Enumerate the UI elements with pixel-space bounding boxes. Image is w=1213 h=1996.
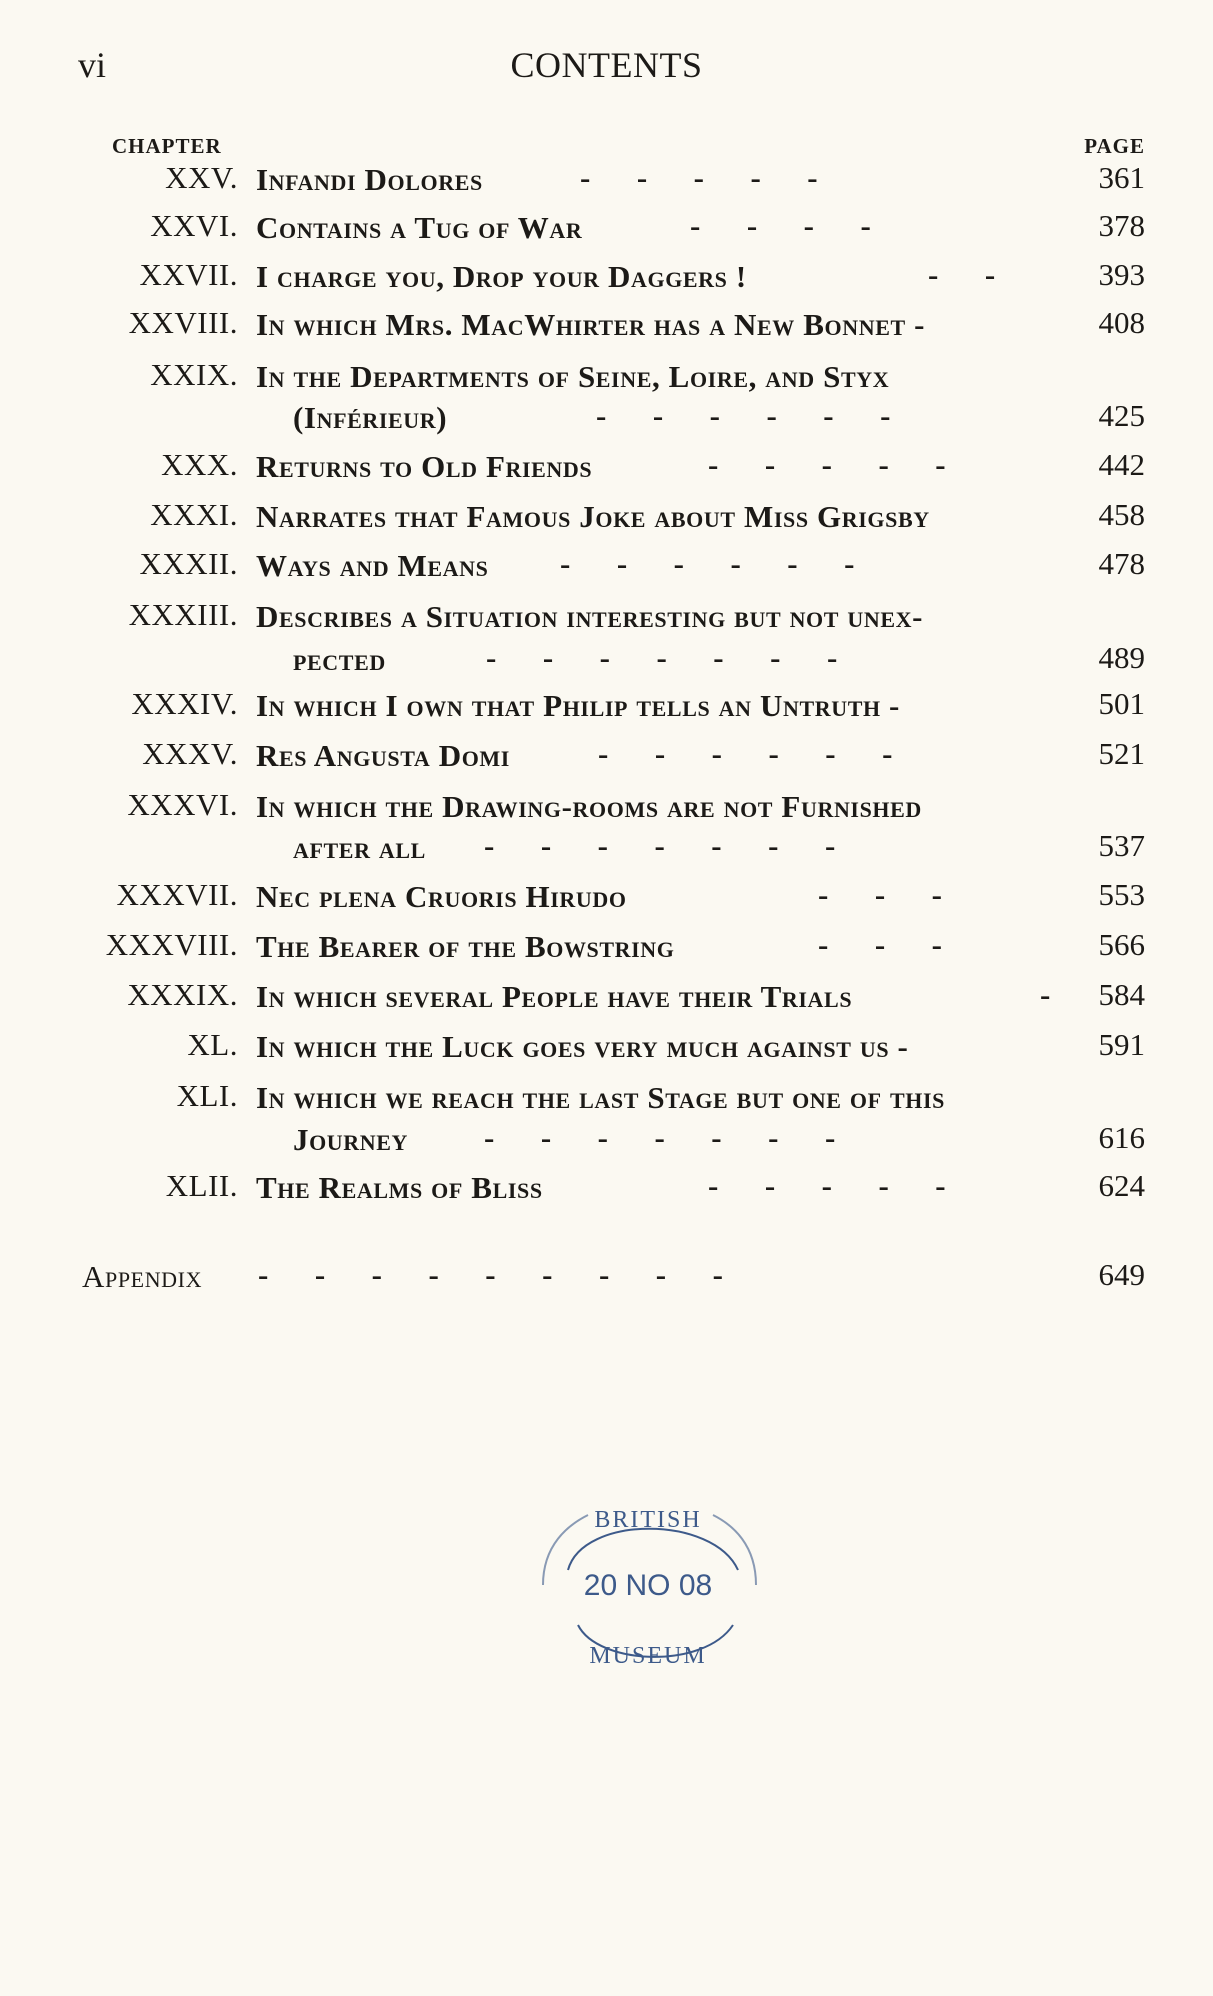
chapter-title: In which we reach the last Stage but one of this [256, 1080, 945, 1115]
chapter-page: 478 [1098, 546, 1145, 581]
chapter-number: XXIX. [150, 357, 238, 392]
chapter-title: Nec plena Cruoris Hirudo [256, 879, 627, 914]
toc-entry [0, 597, 1213, 643]
chapter-title: In the Departments of Seine, Loire, and Styx [256, 359, 890, 394]
chapter-title: I charge you, Drop your Daggers ! [256, 259, 747, 294]
chapter-title: Ways and Means [256, 548, 489, 583]
appendix-label: Appendix [82, 1259, 203, 1294]
chapter-title: The Realms of Bliss [256, 1170, 543, 1205]
chapter-number: XXVII. [139, 257, 238, 292]
chapter-title: In which the Drawing-rooms are not Furnished [256, 789, 922, 824]
chapter-page: 458 [1098, 497, 1145, 532]
chapter-number: XXV. [165, 160, 238, 195]
chapter-title-continued: after all [293, 830, 426, 865]
chapter-title: In which several People have their Trials [256, 979, 853, 1014]
toc-entry-continuation: Journey - - - - - - - 616 [293, 1120, 1145, 1157]
chapter-page: 624 [1098, 1168, 1145, 1203]
stamp-date: 20 NO 08 [583, 1569, 713, 1602]
chapter-number: XXXV. [142, 736, 238, 771]
toc-entry: XXV. Infandi Dolores - - - - - 361 [165, 160, 1145, 197]
chapter-number: XLI. [176, 1078, 238, 1113]
chapter-page: 591 [1098, 1027, 1145, 1062]
chapter-page: 566 [1098, 927, 1145, 962]
toc-entry: XXVI. Contains a Tug of War - - - - 378 [150, 208, 1145, 245]
toc-entry: XXXVII. Nec plena Cruoris Hirudo - - - 553 [116, 877, 1145, 914]
toc-entry-continuation: (Inférieur) - - - - - - 425 [293, 398, 1145, 435]
chapter-title: In which the Luck goes very much against us - [256, 1029, 909, 1064]
toc-entry: XXVII. I charge you, Drop your Daggers ! - - 393 [139, 257, 1145, 294]
chapter-number: XXX. [161, 447, 238, 482]
chapter-page: 501 [1098, 686, 1145, 721]
chapter-page: 553 [1098, 877, 1145, 912]
chapter-title-continued: (Inférieur) [293, 400, 448, 435]
toc-entry [0, 1078, 1213, 1124]
toc-entry [0, 497, 1213, 543]
chapter-title: Res Angusta Domi [256, 738, 510, 773]
chapter-number: XLII. [165, 1168, 238, 1203]
chapter-page: 425 [1098, 398, 1145, 433]
chapter-page: 584 [1098, 977, 1145, 1012]
toc-entry [0, 305, 1213, 351]
toc-entry [0, 1027, 1213, 1073]
chapter-title: The Bearer of the Bowstring [256, 929, 675, 964]
chapter-page: 537 [1098, 828, 1145, 863]
toc-entry [0, 357, 1213, 403]
toc-entry-continuation: after all - - - - - - - 537 [293, 828, 1145, 865]
chapter-number: XXXII. [139, 546, 238, 581]
chapter-page: 378 [1098, 208, 1145, 243]
chapter-number: XXVIII. [128, 305, 238, 340]
page-column-label: PAGE [1084, 134, 1145, 158]
chapter-page: 361 [1098, 160, 1145, 195]
chapter-number: XXXIV. [131, 686, 238, 721]
chapter-number: XXXIX. [127, 977, 238, 1012]
chapter-title: Returns to Old Friends [256, 449, 593, 484]
page-number: vi [78, 45, 107, 85]
chapter-title: Narrates that Famous Joke about Miss Grigsby [256, 499, 930, 534]
toc-entry [0, 686, 1213, 732]
chapter-number: XXXVII. [116, 877, 238, 912]
toc-entry: XXXII. Ways and Means - - - - - - 478 [139, 546, 1145, 583]
toc-entry-continuation: pected - - - - - - - 489 [293, 640, 1145, 677]
toc-entry: XXXIX. In which several People have their Trials - 584 [127, 977, 1145, 1014]
chapter-column-label: CHAPTER [112, 134, 222, 158]
library-stamp [528, 1485, 768, 1685]
appendix-entry: Appendix - - - - - - - - - 649 [82, 1257, 1145, 1294]
appendix-page: 649 [1098, 1257, 1145, 1292]
stamp-top-text: BRITISH [594, 1507, 702, 1533]
toc-entry: XLII. The Realms of Bliss - - - - - 624 [165, 1168, 1145, 1205]
chapter-title: In which I own that Philip tells an Untruth - [256, 688, 900, 723]
chapter-page: 521 [1098, 736, 1145, 771]
chapter-number: XXXVIII. [105, 927, 238, 962]
chapter-number: XXXI. [150, 497, 238, 532]
toc-entry [0, 787, 1213, 833]
chapter-number: XXVI. [150, 208, 238, 243]
chapter-page: 442 [1098, 447, 1145, 482]
chapter-number: XXXVI. [127, 787, 238, 822]
chapter-title-continued: pected [293, 642, 386, 677]
chapter-title: Infandi Dolores [256, 162, 483, 197]
chapter-page: 408 [1098, 305, 1145, 340]
chapter-title: In which Mrs. MacWhirter has a New Bonnet - [256, 307, 926, 342]
chapter-title: Contains a Tug of War [256, 210, 583, 245]
chapter-page: 616 [1098, 1120, 1145, 1155]
page-title: CONTENTS [510, 45, 703, 85]
chapter-page: 393 [1098, 257, 1145, 292]
toc-entry: XXXVIII. The Bearer of the Bowstring - - - 566 [105, 927, 1145, 964]
toc-entry: XXX. Returns to Old Friends - - - - - 442 [161, 447, 1145, 484]
chapter-number: XL. [187, 1027, 238, 1062]
chapter-number: XXXIII. [128, 597, 238, 632]
toc-entry: XXXV. Res Angusta Domi - - - - - - 521 [142, 736, 1145, 773]
chapter-title: Describes a Situation interesting but not unex- [256, 599, 924, 634]
stamp-bottom-text: MUSEUM [589, 1643, 707, 1669]
chapter-page: 489 [1098, 640, 1145, 675]
chapter-title-continued: Journey [293, 1122, 409, 1157]
